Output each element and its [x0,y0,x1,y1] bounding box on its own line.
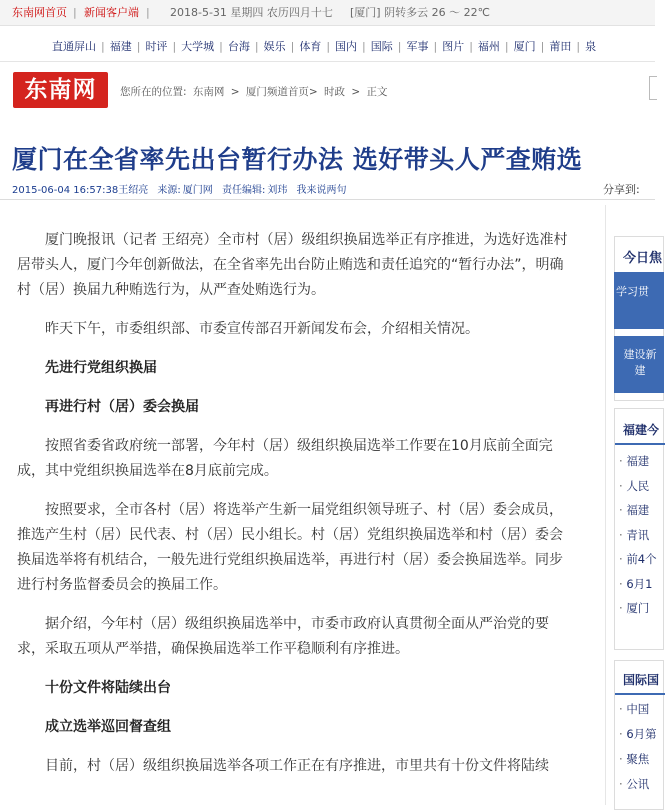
divider: | [73,6,77,19]
fujian-today-list [619,449,663,621]
intl-domestic-list [619,697,663,797]
fujian-today-box [614,408,664,650]
news-link[interactable]: · 中国 [619,697,663,722]
top-strip [0,0,655,26]
editor-label: 责任编辑: [221,185,266,196]
article-paragraph: 按照省委省政府统一部署，今年村（居）级组织换届选举工作要在10月底前全面完成，其中党组织换届选举在8月底前完成。 [17,438,553,479]
article-paragraph: 按照要求，全市各村（居）将选举产生新一届党组织领导班子、村（居）委会成员，推选产生村（居）民代表、村（居）民小组长。村（居）党组织换届选举和村（居）委会换届选举将有机结合，一般先进行党组织换届选举，再进行村（居）委会换届选举。同步进行村务监督委员会的换届工作。 [17,502,563,593]
breadcrumb [120,84,391,99]
nav-item[interactable]: 厦门 [513,40,536,53]
editor-name: 刘玮 [267,185,288,196]
promo-banner[interactable] [614,336,664,393]
fujian-today-title: 福建今 [623,423,660,437]
nav-divider: | [504,40,509,53]
nav-divider: | [576,40,581,53]
promo-banner[interactable]: 学习贯 [614,272,664,329]
article-paragraph: 据介绍，今年村（居）级组织换届选举中，市委市政府认真贯彻全面从严治党的要求，采取五项从严举措，确保换届选举工作平稳顺利有序推进。 [17,616,549,657]
article-paragraph: 昨天下午，市委组织部、市委宣传部召开新闻发布会，介绍相关情况。 [45,321,479,337]
news-link[interactable]: · 6月1 [619,572,663,597]
article-meta [12,181,353,196]
promo-banner-line: 建 [634,364,646,377]
nav-divider: | [254,40,259,53]
nav-divider: | [397,40,402,53]
nav-divider: | [469,40,473,53]
nav-item[interactable]: 台海 [227,40,250,53]
breadcrumb-item[interactable]: 东南网 [192,86,225,98]
section-heading: 十份文件将陆续出台 [45,680,171,696]
publish-time: 2015-06-04 16:57:38 [12,185,119,196]
nav-item[interactable]: 国际 [370,40,393,53]
breadcrumb-current: 正文 [366,86,388,98]
nav-divider: | [219,40,223,53]
weather-text: [厦门] 阴转多云 26 ～ 22℃ [350,6,490,19]
breadcrumb-item[interactable]: 时政 [324,86,346,98]
section-heading: 成立选举巡回督查组 [45,719,171,735]
breadcrumb-prefix: 您所在的位置: [120,86,187,98]
nav-divider: | [101,40,105,53]
nav-item[interactable]: 时评 [145,40,168,53]
nav-divider: | [172,40,177,53]
title-underline [615,693,665,695]
news-link[interactable]: · 前4个 [619,547,663,572]
news-link[interactable]: · 青讯 [619,523,663,548]
divider: | [146,6,150,19]
intl-domestic-box [614,660,664,810]
share-label: 分享到: [603,183,640,196]
nav-item[interactable]: 大学城 [181,40,215,53]
divider [0,199,655,200]
nav-divider: | [433,40,438,53]
nav-item[interactable]: 娱乐 [263,40,286,53]
article-body [17,228,570,793]
source-name[interactable]: 厦门网 [182,185,213,196]
article-title: 厦门在全省率先出台暂行办法 选好带头人严查贿选 [12,145,583,174]
news-link[interactable]: · 6月第 [619,722,663,747]
news-link[interactable]: · 福建 [619,449,663,474]
nav-item[interactable]: 体育 [299,40,322,53]
sidebar-divider [605,205,606,805]
promo-banner-line: 建设新 [623,348,657,361]
nav-item[interactable]: 直通屏山 [52,40,96,53]
nav-item[interactable]: 泉 [585,40,597,53]
nav-divider: | [362,40,366,53]
search-input[interactable] [649,76,657,100]
author: 王绍亮 [118,185,149,196]
home-link[interactable]: 东南网首页 [12,6,67,19]
comment-link[interactable]: 我来说两句 [296,185,347,196]
channel-nav [0,27,655,62]
date-text: 2018-5-31 星期四 农历四月十七 [170,6,333,19]
title-underline [615,443,665,445]
section-heading: 先进行党组织换届 [45,360,157,376]
news-link[interactable]: · 厦门 [619,596,663,621]
article-paragraph: 厦门晚报讯（记者 王绍亮）全市村（居）级组织换届选举正有序推进，为选好选准村居带头人，厦门今年创新做法，在全省率先出台防止贿选和责任追究的“暂行办法”，明确村（居）换届九种贿选行为，从严查处贿选行为。 [17,232,568,298]
site-logo[interactable]: 东南网 [13,72,108,108]
nav-item[interactable]: 军事 [406,40,429,53]
section-heading: 再进行村（居）委会换届 [45,399,199,415]
intl-domestic-title: 国际国 [623,673,660,687]
nav-divider: | [540,40,545,53]
breadcrumb-item[interactable]: 厦门频道首页> [245,86,318,98]
news-link[interactable]: · 福建 [619,498,663,523]
breadcrumb-separator: > [351,86,361,98]
nav-divider: | [136,40,141,53]
today-focus-title: 今日焦 [623,251,663,266]
nav-item[interactable]: 福州 [477,40,500,53]
news-link[interactable]: · 公讯 [619,772,663,797]
news-link[interactable]: · 人民 [619,474,663,499]
source-label: 来源: [157,185,181,196]
breadcrumb-separator: > [230,86,240,98]
nav-item[interactable]: 福建 [109,40,132,53]
nav-item[interactable]: 图片 [442,40,465,53]
nav-item[interactable]: 国内 [335,40,358,53]
news-link[interactable]: · 聚焦 [619,747,663,772]
article-paragraph: 目前，村（居）级组织换届选举各项工作正在有序推进，市里共有十份文件将陆续 [45,758,549,774]
logo-row [0,62,655,116]
news-client-link[interactable]: 新闻客户端 [84,6,139,19]
nav-divider: | [326,40,331,53]
nav-item[interactable]: 莆田 [549,40,572,53]
nav-divider: | [290,40,295,53]
channel-nav-list [52,38,596,54]
